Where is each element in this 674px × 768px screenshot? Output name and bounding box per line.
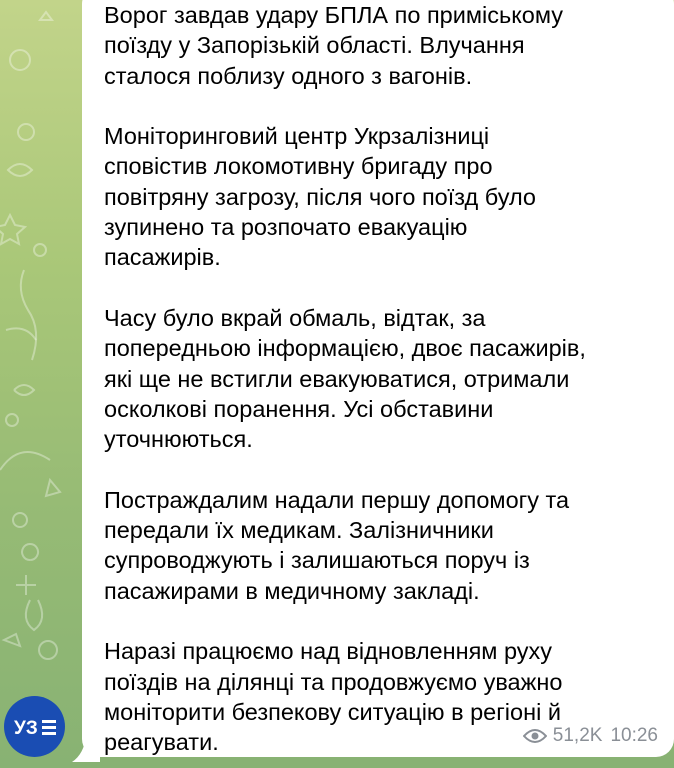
eye-icon: [523, 728, 547, 744]
uz-logo-icon: [13, 715, 57, 739]
message-meta: [523, 723, 658, 749]
channel-avatar[interactable]: [4, 696, 65, 757]
avatar-logo-text: УЗ: [13, 717, 38, 739]
message-paragraph-1: Ворог завдав удару БПЛА по приміському поїзду у Запорізькій області. Влучання сталося поблизу одного з вагонів.: [104, 2, 564, 89]
message-paragraph-5: Наразі працюємо над відновленням руху поїздів на ділянці та продовжуємо уважно моніторити безпекову ситуацію в регіоні й реагувати.: [104, 638, 563, 756]
message-time: 10:26: [610, 725, 658, 746]
message-text: [104, 0, 664, 757]
message-paragraph-3: Часу було вкрай обмаль, відтак, за попередньою інформацією, двоє пасажирів, які ще не встигли евакуюватися, отримали осколкові поранення. Усі обставини уточнюються.: [104, 304, 586, 453]
message-paragraph-4: Постраждалим надали першу допомогу та передали їх медикам. Залізничники супроводжують і залишаються поруч із пасажирами в медичному закладі.: [104, 486, 570, 604]
view-count: 51,2K: [552, 725, 603, 746]
message-paragraph-2: Моніторинговий центр Укрзалізниці сповістив локомотивну бригаду про повітряну загрозу, після чого поїзд було зупинено та розпочато евакуацію пасажирів.: [104, 123, 536, 271]
